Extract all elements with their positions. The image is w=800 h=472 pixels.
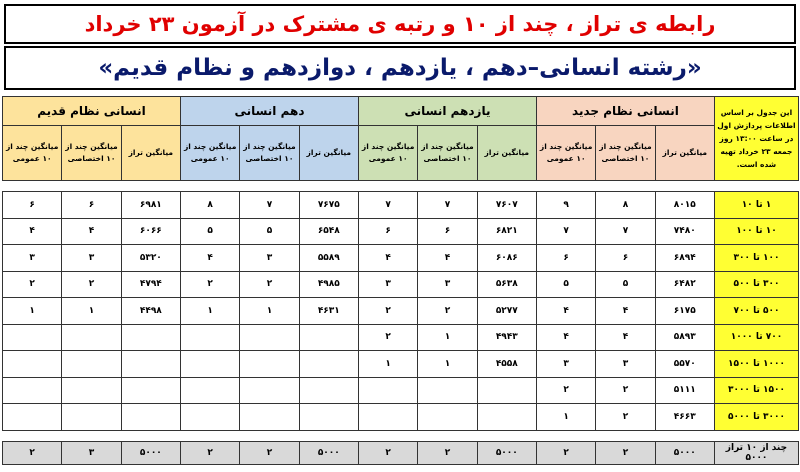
data-cell: ۲ [62, 271, 121, 298]
data-cell: ۳ [358, 271, 417, 298]
data-cell: ۵۵۸۹ [299, 245, 358, 272]
total-row [3, 441, 799, 464]
rank-range-cell: ۵۰۰ تا ۷۰۰ [714, 298, 798, 325]
data-cell: ۱ [536, 404, 595, 431]
data-cell: ۴ [418, 245, 477, 272]
data-cell: ۵ [180, 218, 239, 245]
data-cell: ۷ [418, 192, 477, 219]
data-cell: ۶۹۸۱ [121, 192, 180, 219]
data-cell: ۴۴۹۸ [121, 298, 180, 325]
data-cell: ۶ [418, 218, 477, 245]
data-cell: ۶۰۶۶ [121, 218, 180, 245]
data-cell [3, 377, 62, 404]
data-cell [299, 377, 358, 404]
sub-header-row [3, 126, 799, 181]
table-row [3, 377, 799, 404]
data-cell: ۶ [3, 192, 62, 219]
data-cell [418, 377, 477, 404]
data-cell [62, 351, 121, 378]
data-cell: ۴ [536, 298, 595, 325]
data-cell: ۸۰۱۵ [655, 192, 714, 219]
table-row [3, 271, 799, 298]
data-cell: ۴ [596, 324, 655, 351]
data-cell: ۷ [240, 192, 299, 219]
data-cell: ۴۷۹۴ [121, 271, 180, 298]
data-cell: ۳ [418, 271, 477, 298]
data-cell: ۱ [62, 298, 121, 325]
table-row [3, 351, 799, 378]
total-cell: ۲ [418, 441, 477, 464]
data-cell [121, 377, 180, 404]
data-cell [121, 404, 180, 431]
data-cell: ۸ [180, 192, 239, 219]
data-cell: ۴۶۶۳ [655, 404, 714, 431]
data-cell: ۴ [62, 218, 121, 245]
data-cell [240, 404, 299, 431]
data-cell [418, 404, 477, 431]
data-cell: ۵۸۹۳ [655, 324, 714, 351]
sub-header-cell: میانگین چند از ۱۰ عمومی [3, 126, 62, 181]
data-cell: ۱ [180, 298, 239, 325]
data-cell: ۷ [358, 192, 417, 219]
data-cell: ۳ [62, 245, 121, 272]
total-cell: ۲ [536, 441, 595, 464]
data-cell [180, 324, 239, 351]
total-cell: ۵۰۰۰ [477, 441, 536, 464]
table-row [3, 324, 799, 351]
data-cell [358, 377, 417, 404]
data-cell: ۷۶۰۷ [477, 192, 536, 219]
data-cell: ۶ [62, 192, 121, 219]
data-cell: ۴۹۸۵ [299, 271, 358, 298]
total-cell: ۲ [3, 441, 62, 464]
data-cell: ۶ [596, 245, 655, 272]
data-cell [477, 377, 536, 404]
sub-header-cell: میانگین تراز [655, 126, 714, 181]
spacer-cell [3, 430, 799, 441]
data-cell: ۴ [3, 218, 62, 245]
data-cell [121, 324, 180, 351]
data-cell: ۲ [358, 298, 417, 325]
data-cell: ۶ [358, 218, 417, 245]
data-cell: ۶۱۷۵ [655, 298, 714, 325]
data-cell [299, 324, 358, 351]
data-cell [180, 377, 239, 404]
data-cell: ۴ [596, 298, 655, 325]
data-cell: ۷۴۸۰ [655, 218, 714, 245]
group-header-row [3, 97, 799, 126]
data-cell: ۳ [536, 351, 595, 378]
group-header-new: انسانی نظام جدید [536, 97, 714, 126]
rank-range-cell: ۱۰ تا ۱۰۰ [714, 218, 798, 245]
data-cell: ۶۸۹۴ [655, 245, 714, 272]
rank-range-cell: ۱ تا ۱۰ [714, 192, 798, 219]
rank-range-cell: ۱۰۰ تا ۳۰۰ [714, 245, 798, 272]
data-cell [62, 324, 121, 351]
sub-header-cell: میانگین چند از ۱۰ اختصاصی [240, 126, 299, 181]
data-cell: ۵۶۳۸ [477, 271, 536, 298]
total-cell: ۲ [180, 441, 239, 464]
spacer-row [3, 430, 799, 441]
data-cell [240, 351, 299, 378]
sub-header-cell: میانگین چند از ۱۰ عمومی [358, 126, 417, 181]
data-cell [477, 404, 536, 431]
data-cell: ۲ [418, 298, 477, 325]
spacer-cell [3, 181, 799, 192]
data-cell: ۴ [536, 324, 595, 351]
rank-range-cell: ۳۰۰۰ تا ۵۰۰۰ [714, 404, 798, 431]
total-cell: ۲ [240, 441, 299, 464]
data-cell [240, 377, 299, 404]
data-cell: ۳ [3, 245, 62, 272]
sub-header-cell: میانگین چند از ۱۰ اختصاصی [596, 126, 655, 181]
data-cell: ۲ [240, 271, 299, 298]
data-cell [299, 351, 358, 378]
data-cell [358, 404, 417, 431]
data-cell: ۷ [536, 218, 595, 245]
data-cell: ۱ [240, 298, 299, 325]
total-cell: ۲ [596, 441, 655, 464]
data-cell: ۹ [536, 192, 595, 219]
sub-header-cell: میانگین چند از ۱۰ اختصاصی [418, 126, 477, 181]
total-cell: ۵۰۰۰ [655, 441, 714, 464]
data-cell [180, 404, 239, 431]
total-cell: ۳ [62, 441, 121, 464]
data-cell: ۲ [358, 324, 417, 351]
spacer-row [3, 181, 799, 192]
data-cell: ۳ [240, 245, 299, 272]
page-title: رابطه ی تراز ، چند از ۱۰ و رتبه ی مشترک در آزمون ۲۳ خرداد [4, 4, 796, 44]
rank-range-cell: ۱۰۰۰ تا ۱۵۰۰ [714, 351, 798, 378]
data-cell: ۲ [3, 271, 62, 298]
data-cell: ۴۹۴۳ [477, 324, 536, 351]
data-cell: ۳ [596, 351, 655, 378]
rank-range-cell: ۱۵۰۰ تا ۳۰۰۰ [714, 377, 798, 404]
data-cell: ۱ [418, 324, 477, 351]
data-cell: ۱ [3, 298, 62, 325]
sub-header-cell: میانگین تراز [477, 126, 536, 181]
rank-range-cell: ۳۰۰ تا ۵۰۰ [714, 271, 798, 298]
total-cell: ۲ [358, 441, 417, 464]
table-row [3, 404, 799, 431]
data-cell: ۲ [596, 404, 655, 431]
data-cell: ۱ [418, 351, 477, 378]
sub-header-cell: میانگین تراز [299, 126, 358, 181]
rank-range-cell: ۷۰۰ تا ۱۰۰۰ [714, 324, 798, 351]
data-cell: ۶ [536, 245, 595, 272]
data-cell: ۶۴۸۲ [655, 271, 714, 298]
data-cell: ۱ [358, 351, 417, 378]
group-header-old: انسانی نظام قدیم [3, 97, 181, 126]
data-cell: ۲ [536, 377, 595, 404]
data-cell [121, 351, 180, 378]
data-cell [3, 324, 62, 351]
data-cell: ۵ [240, 218, 299, 245]
data-cell [240, 324, 299, 351]
data-cell: ۴ [358, 245, 417, 272]
data-cell: ۵ [596, 271, 655, 298]
group-header-eleventh: یازدهم انسانی [358, 97, 536, 126]
total-label: چند از ۱۰ تراز ۵۰۰۰ [714, 441, 798, 464]
data-cell: ۷ [596, 218, 655, 245]
data-cell [3, 404, 62, 431]
table-row [3, 218, 799, 245]
data-cell: ۶۵۴۸ [299, 218, 358, 245]
total-cell: ۵۰۰۰ [121, 441, 180, 464]
data-cell: ۶۸۲۱ [477, 218, 536, 245]
data-cell: ۵۲۷۷ [477, 298, 536, 325]
sub-header-cell: میانگین چند از ۱۰ عمومی [536, 126, 595, 181]
data-cell: ۵ [536, 271, 595, 298]
data-cell: ۴۶۳۱ [299, 298, 358, 325]
group-header-tenth: دهم انسانی [180, 97, 358, 126]
data-cell [62, 404, 121, 431]
sub-header-cell: میانگین چند از ۱۰ اختصاصی [62, 126, 121, 181]
data-cell: ۸ [596, 192, 655, 219]
table-row [3, 192, 799, 219]
data-cell: ۴ [180, 245, 239, 272]
data-cell [3, 351, 62, 378]
data-cell: ۲ [596, 377, 655, 404]
score-table [2, 96, 799, 465]
data-cell: ۶۰۸۶ [477, 245, 536, 272]
data-cell: ۵۵۷۰ [655, 351, 714, 378]
table-row [3, 245, 799, 272]
data-cell: ۴۵۵۸ [477, 351, 536, 378]
table-row [3, 298, 799, 325]
page-subtitle: «رشته انسانی–دهم ، یازدهم ، دوازدهم و نظام قدیم» [4, 46, 796, 90]
total-cell: ۵۰۰۰ [299, 441, 358, 464]
data-cell: ۲ [180, 271, 239, 298]
intro-note: این جدول بر اساس اطلاعات پردازش اول در ساعت ۱۳:۰۰ روز جمعه ۲۳ خرداد تهیه شده است. [714, 97, 798, 181]
sub-header-cell: میانگین تراز [121, 126, 180, 181]
data-cell [180, 351, 239, 378]
data-cell: ۷۶۷۵ [299, 192, 358, 219]
data-cell: ۵۱۱۱ [655, 377, 714, 404]
data-cell [299, 404, 358, 431]
data-cell: ۵۳۲۰ [121, 245, 180, 272]
sub-header-cell: میانگین چند از ۱۰ عمومی [180, 126, 239, 181]
data-cell [62, 377, 121, 404]
